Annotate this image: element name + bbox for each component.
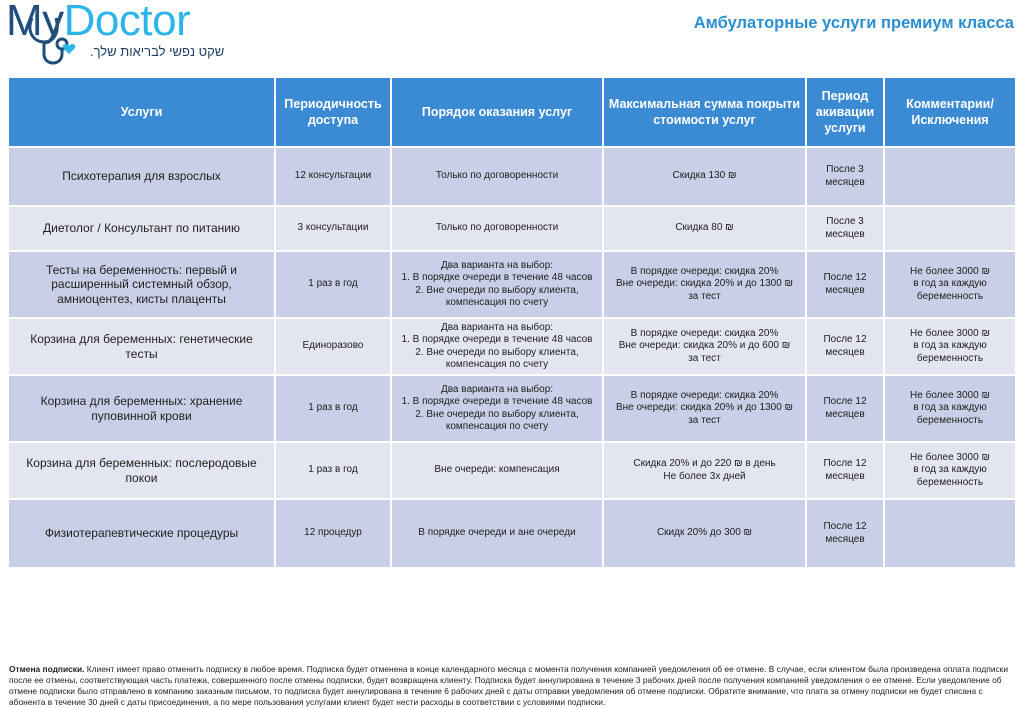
table-row — [9, 206, 1015, 251]
cancellation-note — [9, 664, 1017, 708]
cell-frequency: Единоразово — [275, 318, 391, 375]
cell-service: Корзина для беременных: генетические тесты — [9, 318, 275, 375]
cancellation-label: Отмена подписки. — [9, 664, 85, 674]
cell-comments: Не более 3000 ₪ в год за каждую беременность — [884, 375, 1015, 442]
cell-max-coverage: В порядке очереди: скидка 20% Вне очереди: скидка 20% и до 1300 ₪ за тест — [603, 375, 806, 442]
cell-service: Психотерапия для взрослых — [9, 147, 275, 206]
heart-icon — [62, 42, 76, 56]
brand-name-part2: Doctor — [63, 0, 191, 45]
cell-comments: Не более 3000 ₪ в год за каждую беременность — [884, 442, 1015, 499]
table-row — [9, 375, 1015, 442]
cell-procedure: Только по договоренности — [391, 206, 603, 251]
document-title: Амбулаторные услуги премиум класса — [693, 14, 1014, 32]
cell-max-coverage: В порядке очереди: скидка 20% Вне очереди: скидка 20% и до 600 ₪ за тест — [603, 318, 806, 375]
header-activation: Период акивации услуги — [806, 78, 884, 147]
brand-tagline: שקט נפשי לבריאות שלך. — [90, 44, 225, 59]
cell-activation: После 12 месяцев — [806, 499, 884, 567]
header-comments: Комментарии/ Исключения — [884, 78, 1015, 147]
cell-activation: После 12 месяцев — [806, 442, 884, 499]
cell-activation: После 3 месяцев — [806, 147, 884, 206]
cell-procedure: Два варианта на выбор: 1. В порядке очереди в течение 48 часов 2. Вне очереди по выбору клиента, компенсация по счету — [391, 318, 603, 375]
cell-activation: После 12 месяцев — [806, 375, 884, 442]
services-table — [9, 78, 1015, 567]
cell-comments — [884, 147, 1015, 206]
cell-service: Диетолог / Консультант по питанию — [9, 206, 275, 251]
cell-frequency: 1 раз в год — [275, 442, 391, 499]
cell-procedure: Вне очереди: компенсация — [391, 442, 603, 499]
table-row — [9, 442, 1015, 499]
cell-activation: После 3 месяцев — [806, 206, 884, 251]
cell-service: Корзина для беременных: хранение пуповинной крови — [9, 375, 275, 442]
cell-frequency: 3 консультации — [275, 206, 391, 251]
table-header-row — [9, 78, 1015, 147]
cell-service: Физиотерапевтические процедуры — [9, 499, 275, 567]
cell-service: Тесты на беременность: первый и расширенный системный обзор, амниоцентез, кисты плаценты — [9, 251, 275, 318]
cell-max-coverage: Скидка 130 ₪ — [603, 147, 806, 206]
cell-procedure: В порядке очереди и ане очереди — [391, 499, 603, 567]
header-max-coverage: Максимальная сумма покрыти стоимости услуг — [603, 78, 806, 147]
cell-frequency: 1 раз в год — [275, 251, 391, 318]
table-row — [9, 147, 1015, 206]
stethoscope-icon — [22, 8, 82, 70]
cell-comments: Не более 3000 ₪ в год за каждую беременность — [884, 251, 1015, 318]
cell-frequency: 1 раз в год — [275, 375, 391, 442]
cell-comments: Не более 3000 ₪ в год за каждую беременность — [884, 318, 1015, 375]
brand-logo — [6, 2, 236, 70]
table-row — [9, 499, 1015, 567]
header-procedure: Порядок оказания услуг — [391, 78, 603, 147]
cell-procedure: Только по договоренности — [391, 147, 603, 206]
header-services: Услуги — [9, 78, 275, 147]
cell-activation: После 12 месяцев — [806, 251, 884, 318]
cell-frequency: 12 процедур — [275, 499, 391, 567]
cell-frequency: 12 консультации — [275, 147, 391, 206]
brand-name-part1: My — [6, 0, 64, 45]
cell-service: Корзина для беременных: послеродовые покои — [9, 442, 275, 499]
cell-max-coverage: Скидк 20% до 300 ₪ — [603, 499, 806, 567]
cell-comments — [884, 206, 1015, 251]
header-frequency: Периодичность доступа — [275, 78, 391, 147]
cell-activation: После 12 месяцев — [806, 318, 884, 375]
table-row — [9, 251, 1015, 318]
cell-max-coverage: Скидка 20% и до 220 ₪ в день Не более 3х дней — [603, 442, 806, 499]
cell-procedure: Два варианта на выбор: 1. В порядке очереди в течение 48 часов 2. Вне очереди по выбору клиента, компенсация по счету — [391, 375, 603, 442]
cell-max-coverage: Скидка 80 ₪ — [603, 206, 806, 251]
cell-max-coverage: В порядке очереди: скидка 20% Вне очереди: скидка 20% и до 1300 ₪ за тест — [603, 251, 806, 318]
cancellation-text: Клиент имеет право отменить подписку в любое время. Подписка будет отменена в конце календарного месяца с момента получения компанией уведомления об ее отмене. В случае, если клиентом была произведена оплата подписки после ее отмены, соответствующая часть платежа, совершенного после отмены подписки, будет возвращена клиенту. Подписка будет аннулирована в течение 3 рабочих дней после получения компанией уведомления о ее отмене. Если уведомление об отмене подписки было отправлено в компанию заказным письмом, то подписка будет аннулирована в течение 6 рабочих дней с даты отправки уведомления об отмене подписки. Обратите внимание, что плата за отмену подписки не будет списана с абонента в течение 30 дней с даты присоединения, а по мере пользования услугами клиент будет нести расходы в соответствии с условиями подписки. — [9, 664, 1009, 707]
table-row — [9, 318, 1015, 375]
cell-comments — [884, 499, 1015, 567]
cell-procedure: Два варианта на выбор: 1. В порядке очереди в течение 48 часов 2. Вне очереди по выбору клиента, компенсация по счету — [391, 251, 603, 318]
